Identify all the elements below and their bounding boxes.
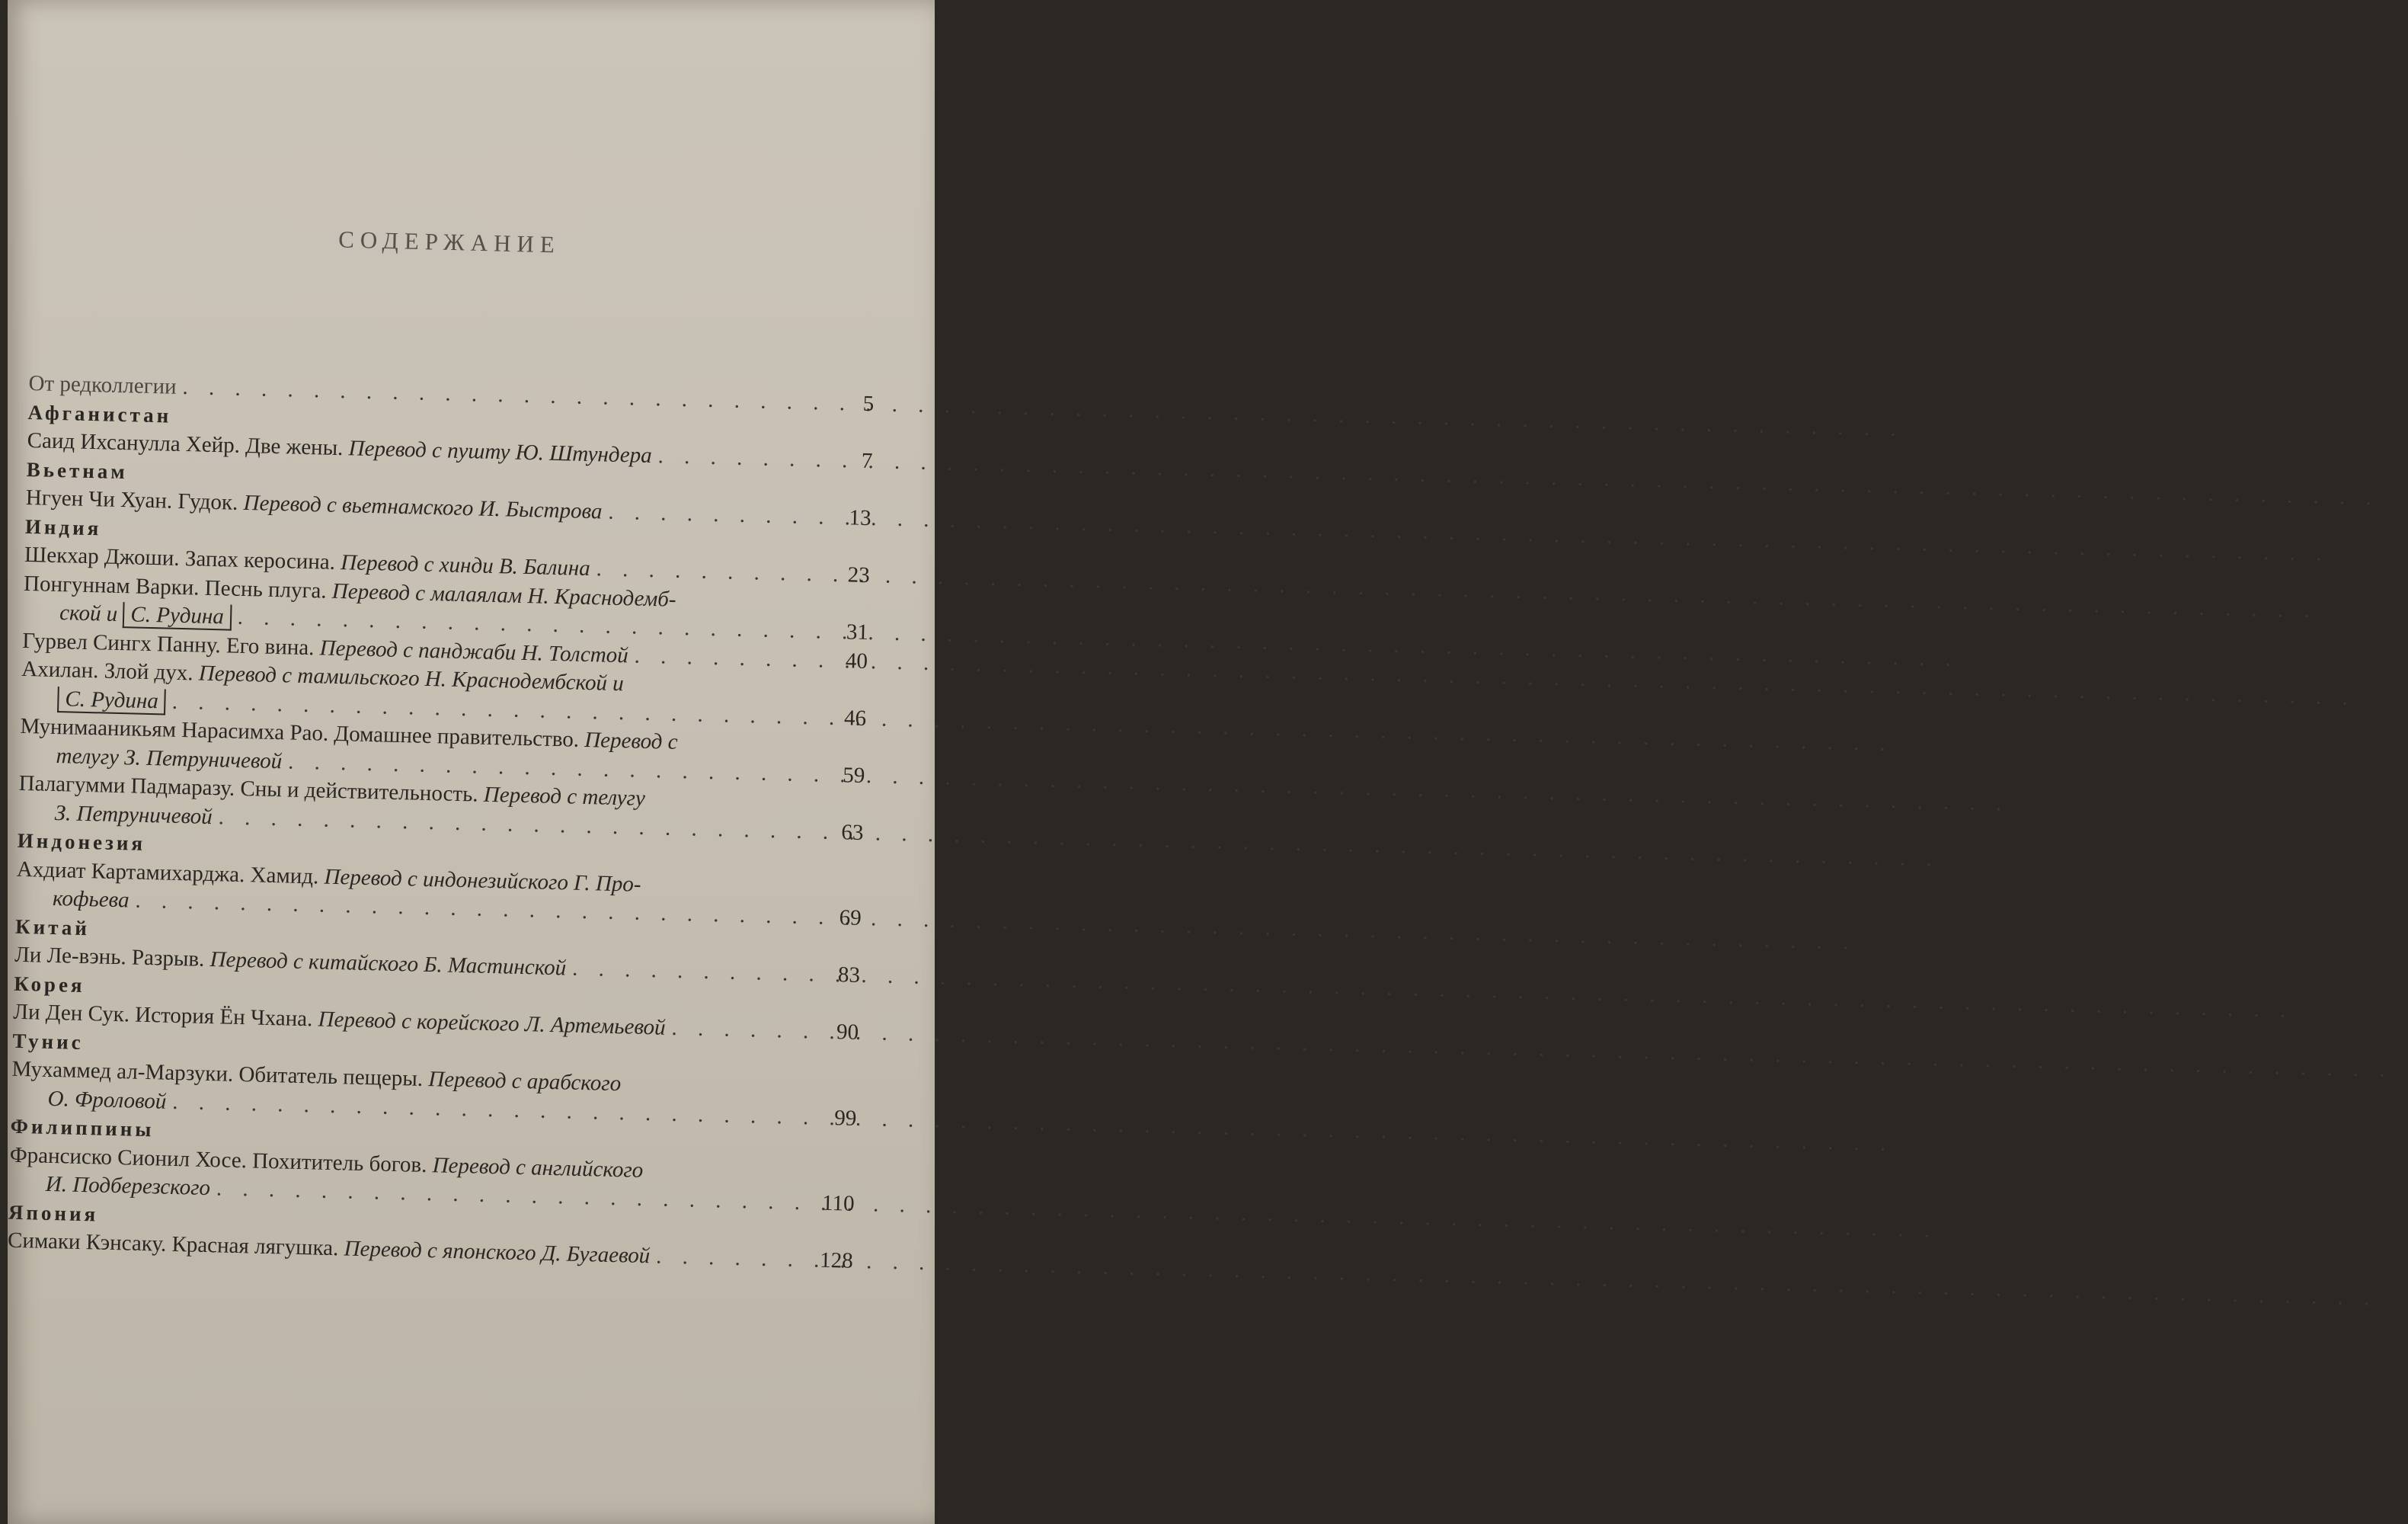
country-name: Индонезия	[17, 828, 146, 855]
translator-credit: Перевод с японского Д. Бугаевой	[344, 1236, 651, 1269]
country-name: Япония	[8, 1200, 99, 1226]
boxed-name: С. Рудина	[57, 687, 166, 715]
toc-entry-text	[57, 685, 166, 716]
work-title: Ахилан. Злой дух.	[21, 656, 193, 686]
country-name: Корея	[13, 972, 86, 997]
leader-dots	[657, 442, 836, 475]
country-name: Тунис	[12, 1029, 85, 1054]
leader-dots	[656, 1242, 814, 1275]
work-title: Ли Ден Сук. История Ён Чхана.	[13, 999, 313, 1032]
translator-credit-cont: О. Фроловой	[47, 1086, 167, 1114]
translator-credit: Перевод с вьетнамского И. Быстрова	[243, 490, 603, 524]
translator-credit-cont: З. Петруничевой	[54, 800, 213, 829]
translator-credit: Перевод с малаялам Н. Краснодемб-	[331, 578, 676, 612]
leader-dots	[634, 642, 831, 675]
boxed-name: С. Рудина	[123, 602, 232, 630]
toc-entry-title: От редколлегии	[28, 370, 177, 399]
translator-credit-cont: И. Подберезского	[45, 1171, 211, 1201]
work-title: Мунимааникьям Нарасимха Рао. Домашнее правительство.	[20, 713, 580, 752]
translator-credit: Перевод с тамильского Н. Краснодембской и	[198, 661, 625, 696]
toc-entry-text	[59, 599, 232, 632]
work-title: Симаки Кэнсаку. Красная лягушка.	[7, 1228, 339, 1261]
work-title: Ли Ле-вэнь. Разрыв.	[14, 942, 205, 972]
table-of-contents	[8, 370, 875, 1276]
book-page	[8, 0, 935, 1524]
page-number: 31	[846, 620, 869, 645]
translator-credit: Перевод с корейского Л. Артемьевой	[318, 1007, 667, 1040]
translator-credit: Перевод с хинди В. Балина	[340, 550, 591, 581]
work-title: Ахдиат Картамихарджа. Хамид.	[16, 856, 319, 888]
translator-credit-cont: кофьева	[52, 885, 130, 913]
translator-credit: Перевод с китайского Б. Мастинской	[209, 947, 567, 981]
page-number: 59	[842, 762, 865, 788]
translator-credit-cont: телугу З. Петруничевой	[56, 743, 283, 773]
page-number: 13	[849, 505, 871, 531]
country-name: Индия	[24, 514, 102, 539]
page-number: 69	[839, 905, 862, 930]
translator-credit: Перевод с пушту Ю. Штундера	[348, 436, 653, 469]
leader-dots	[671, 1014, 822, 1046]
country-name: Афганистан	[27, 400, 172, 427]
translator-credit: Перевод с индонезийского Г. Про-	[324, 864, 641, 897]
work-title: Шекхар Джоши. Запах керосина.	[24, 542, 336, 575]
page-number: 46	[843, 705, 867, 731]
translator-credit: Перевод с английского	[432, 1152, 644, 1183]
page-number: 7	[861, 448, 873, 474]
translator-credit-cont: ской и	[59, 600, 118, 626]
page-number: 23	[847, 562, 871, 588]
work-title: Гурвел Сингх Панну. Его вина.	[21, 628, 315, 660]
leader-dots	[608, 498, 835, 533]
country-name: Филиппины	[10, 1114, 155, 1141]
translator-credit: Перевод с телугу	[483, 782, 646, 811]
work-title: Франсиско Сионил Хосе. Похититель богов.	[9, 1142, 427, 1177]
page-number: 5	[862, 391, 875, 417]
work-title: Нгуен Чи Хуан. Гудок.	[25, 485, 238, 515]
translator-credit: Перевод с арабского	[427, 1067, 622, 1097]
translator-credit: Перевод с панджаби Н. Толстой	[319, 635, 629, 668]
page-number: 90	[836, 1020, 859, 1045]
page-title: СОДЕРЖАНИЕ	[337, 226, 561, 258]
leader-dots	[572, 955, 824, 990]
work-title: Мухаммед ал-Марзуки. Обитатель пещеры.	[11, 1056, 424, 1091]
work-title: Понгуннам Варки. Песнь плуга.	[23, 571, 328, 604]
page-number: 110	[821, 1190, 855, 1216]
page-number: 128	[819, 1247, 854, 1273]
page-number: 99	[833, 1105, 857, 1131]
country-name: Вьетнам	[26, 457, 129, 483]
page-number: 63	[841, 819, 864, 845]
work-title: Палагумми Падмаразу. Сны и действительность.	[18, 770, 479, 807]
page-number: 83	[837, 962, 861, 988]
page-number: 40	[845, 648, 868, 674]
translator-credit: Перевод с	[584, 727, 678, 754]
country-name: Китай	[14, 914, 91, 940]
work-title: Саид Ихсанулла Хейр. Две жены.	[27, 427, 344, 461]
